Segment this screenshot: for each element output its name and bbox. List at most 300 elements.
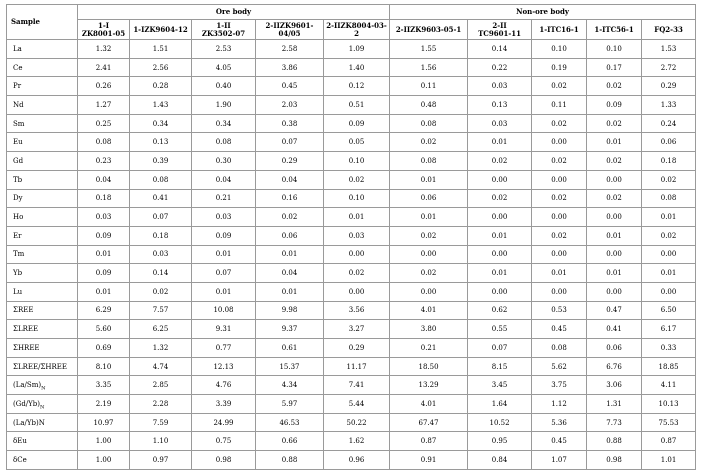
table-cell: 2.53 (192, 40, 256, 59)
table-cell: 0.01 (468, 264, 532, 283)
table-cell: 10.13 (642, 395, 696, 414)
row-label-text: Gd (13, 156, 24, 165)
table-cell: 18.50 (390, 357, 468, 376)
table-cell: 0.29 (256, 152, 324, 171)
table-cell: 7.59 (130, 413, 192, 432)
row-label (7, 357, 78, 376)
table-cell: 0.01 (390, 208, 468, 227)
table-cell: 0.08 (78, 133, 130, 152)
table-row (7, 133, 696, 152)
table-cell: 2.28 (130, 395, 192, 414)
column-header-line: 1-ITC16-1 (539, 24, 579, 34)
table-cell: 0.88 (587, 432, 642, 451)
table-cell: 0.04 (78, 170, 130, 189)
table-cell: 0.53 (532, 301, 587, 320)
table-cell: 0.06 (587, 339, 642, 358)
table-cell: 0.18 (78, 189, 130, 208)
row-label-text: Yb (13, 269, 23, 278)
table-cell: 0.01 (192, 245, 256, 264)
row-label-text: Nd (13, 100, 24, 109)
table-cell: 50.22 (324, 413, 390, 432)
table-cell: 0.62 (468, 301, 532, 320)
table-cell: 5.44 (324, 395, 390, 414)
table-cell: 0.02 (532, 226, 587, 245)
column-header-line: 1-I (97, 20, 110, 30)
table-cell: 0.03 (468, 77, 532, 96)
column-header-line: ZK8001-05 (81, 28, 126, 38)
table-cell: 0.00 (532, 133, 587, 152)
table-row (7, 282, 696, 301)
table-cell: 0.69 (78, 339, 130, 358)
row-label-text: (Gd/Yb) (13, 399, 40, 408)
row-label-text: Pr (13, 82, 22, 91)
table-cell: 0.48 (390, 96, 468, 115)
table-cell: 0.02 (587, 189, 642, 208)
table-cell: 12.13 (192, 357, 256, 376)
row-label (7, 432, 78, 451)
table-cell: 0.02 (532, 189, 587, 208)
table-cell: 0.22 (468, 58, 532, 77)
row-label-text: ΣLREE/ΣHREE (13, 362, 67, 371)
table-cell: 0.09 (192, 226, 256, 245)
table-cell: 0.01 (642, 264, 696, 283)
table-cell: 0.01 (587, 226, 642, 245)
table-cell: 0.08 (390, 114, 468, 133)
row-label (7, 245, 78, 264)
row-label-text: La (13, 44, 22, 53)
table-cell: 1.10 (130, 432, 192, 451)
table-cell: 75.53 (642, 413, 696, 432)
table-cell: 0.14 (130, 264, 192, 283)
row-label-text: ΣLREE (13, 325, 39, 334)
table-cell: 1.01 (642, 451, 696, 470)
row-label-text: Ce (13, 63, 23, 72)
table-cell: 8.15 (468, 357, 532, 376)
table-cell: 0.41 (130, 189, 192, 208)
table-cell: 0.01 (192, 282, 256, 301)
table-row (7, 357, 696, 376)
table-cell: 0.29 (324, 339, 390, 358)
table-cell: 0.25 (78, 114, 130, 133)
table-cell: 0.09 (78, 264, 130, 283)
table-cell: 0.02 (390, 226, 468, 245)
row-label-text: Dy (13, 194, 23, 203)
table-cell: 6.17 (642, 320, 696, 339)
table-cell: 0.87 (390, 432, 468, 451)
table-cell: 0.00 (642, 245, 696, 264)
table-row (7, 96, 696, 115)
table-cell: 0.02 (390, 133, 468, 152)
column-header (324, 20, 390, 40)
table-cell: 0.09 (587, 96, 642, 115)
table-cell: 0.12 (324, 77, 390, 96)
table-cell: 0.87 (642, 432, 696, 451)
table-cell: 0.77 (192, 339, 256, 358)
table-cell: 0.03 (192, 208, 256, 227)
table-cell: 1.51 (130, 40, 192, 59)
table-cell: 6.76 (587, 357, 642, 376)
table-cell: 0.10 (587, 40, 642, 59)
row-label-text: ΣREE (13, 306, 34, 315)
table-cell: 1.40 (324, 58, 390, 77)
table-cell: 0.28 (130, 77, 192, 96)
table-cell: 3.56 (324, 301, 390, 320)
table-cell: 0.02 (324, 264, 390, 283)
table-cell: 0.75 (192, 432, 256, 451)
table-row (7, 376, 696, 395)
table-cell: 0.01 (468, 133, 532, 152)
table-cell: 0.00 (587, 170, 642, 189)
table-cell: 0.88 (256, 451, 324, 470)
table-row (7, 77, 696, 96)
column-header-row (7, 20, 696, 40)
table-cell: 0.18 (130, 226, 192, 245)
column-header-line: FQ2-33 (654, 24, 683, 34)
table-row (7, 114, 696, 133)
table-cell: 0.00 (324, 245, 390, 264)
table-cell: 0.04 (256, 264, 324, 283)
row-label-text: δEu (13, 437, 27, 446)
table-cell: 1.31 (587, 395, 642, 414)
table-cell: 3.27 (324, 320, 390, 339)
column-header-line: 1-II (216, 20, 231, 30)
row-label (7, 282, 78, 301)
table-cell: 4.01 (390, 395, 468, 414)
table-cell: 0.02 (256, 208, 324, 227)
table-cell: 4.01 (390, 301, 468, 320)
table-cell: 0.01 (587, 264, 642, 283)
table-cell: 0.05 (324, 133, 390, 152)
row-label (7, 152, 78, 171)
table-cell: 0.01 (642, 208, 696, 227)
table-cell: 0.95 (468, 432, 532, 451)
table-cell: 0.84 (468, 451, 532, 470)
table-cell: 0.47 (587, 301, 642, 320)
column-header (78, 20, 130, 40)
table-cell: 0.51 (324, 96, 390, 115)
row-label-text: Ho (13, 213, 24, 222)
table-cell: 4.05 (192, 58, 256, 77)
row-label-text: Eu (13, 138, 23, 147)
table-cell: 2.41 (78, 58, 130, 77)
table-cell: 0.11 (532, 96, 587, 115)
table-cell: 0.00 (532, 208, 587, 227)
column-header (468, 20, 532, 40)
table-cell: 0.00 (468, 208, 532, 227)
table-cell: 4.76 (192, 376, 256, 395)
row-label (7, 133, 78, 152)
table-cell: 3.86 (256, 58, 324, 77)
table-cell: 0.00 (468, 170, 532, 189)
table-cell: 0.00 (324, 282, 390, 301)
table-cell: 1.56 (390, 58, 468, 77)
column-header-line: TC9601-11 (478, 28, 521, 38)
column-header-line: ZK3502-07 (201, 28, 246, 38)
table-cell: 3.80 (390, 320, 468, 339)
table-cell: 0.02 (587, 152, 642, 171)
table-cell: 2.58 (256, 40, 324, 59)
table-cell: 0.34 (192, 114, 256, 133)
table-cell: 0.07 (192, 264, 256, 283)
table-cell: 13.29 (390, 376, 468, 395)
table-cell: 0.45 (256, 77, 324, 96)
table-cell: 2.72 (642, 58, 696, 77)
table-cell: 3.39 (192, 395, 256, 414)
column-header (192, 20, 256, 40)
table-cell: 0.02 (468, 152, 532, 171)
table-cell: 46.53 (256, 413, 324, 432)
table-cell: 0.01 (78, 282, 130, 301)
column-header (130, 20, 192, 40)
table-cell: 0.10 (324, 189, 390, 208)
table-row (7, 40, 696, 59)
table-cell: 0.09 (324, 114, 390, 133)
row-label (7, 114, 78, 133)
table-cell: 0.02 (130, 282, 192, 301)
table-cell: 0.08 (192, 133, 256, 152)
ree-data-table-container (6, 4, 695, 470)
table-cell: 0.23 (78, 152, 130, 171)
table-cell: 0.21 (192, 189, 256, 208)
table-row (7, 413, 696, 432)
table-cell: 0.00 (587, 282, 642, 301)
table-cell: 2.56 (130, 58, 192, 77)
table-cell: 0.55 (468, 320, 532, 339)
table-cell: 67.47 (390, 413, 468, 432)
table-cell: 0.01 (468, 226, 532, 245)
row-label (7, 208, 78, 227)
table-cell: 0.03 (130, 245, 192, 264)
row-label (7, 77, 78, 96)
table-cell: 1.90 (192, 96, 256, 115)
table-cell: 0.45 (532, 320, 587, 339)
table-cell: 9.31 (192, 320, 256, 339)
column-header-line: 1-IZK9604-12 (133, 24, 188, 34)
table-cell: 0.01 (256, 245, 324, 264)
table-cell: 5.62 (532, 357, 587, 376)
row-label (7, 395, 78, 414)
table-cell: 1.62 (324, 432, 390, 451)
row-label-text: Lu (13, 287, 23, 296)
table-cell: 1.43 (130, 96, 192, 115)
table-cell: 0.45 (532, 432, 587, 451)
row-label-text: Sm (13, 119, 25, 128)
table-cell: 3.35 (78, 376, 130, 395)
table-cell: 3.45 (468, 376, 532, 395)
table-cell: 0.00 (587, 245, 642, 264)
table-cell: 0.08 (390, 152, 468, 171)
table-cell: 0.98 (587, 451, 642, 470)
table-row (7, 264, 696, 283)
table-cell: 4.74 (130, 357, 192, 376)
table-cell: 0.03 (468, 114, 532, 133)
row-label (7, 170, 78, 189)
sample-header: Sample (7, 5, 78, 40)
table-cell: 0.96 (324, 451, 390, 470)
table-row (7, 320, 696, 339)
table-cell: 1.07 (532, 451, 587, 470)
table-cell: 0.08 (642, 189, 696, 208)
table-cell: 4.34 (256, 376, 324, 395)
table-cell: 0.00 (468, 245, 532, 264)
ree-data-table (6, 4, 696, 470)
row-label (7, 189, 78, 208)
table-cell: 1.53 (642, 40, 696, 59)
row-label-text: Tm (13, 250, 25, 259)
column-header (587, 20, 642, 40)
row-label-subscript: N (40, 404, 45, 411)
table-cell: 0.02 (532, 152, 587, 171)
column-header-line: 2-IIZK9601-04/05 (265, 20, 314, 38)
table-cell: 0.01 (78, 245, 130, 264)
table-cell: 0.00 (532, 170, 587, 189)
table-cell: 0.01 (390, 170, 468, 189)
table-cell: 1.64 (468, 395, 532, 414)
table-cell: 1.55 (390, 40, 468, 59)
table-cell: 0.00 (390, 282, 468, 301)
table-cell: 0.02 (587, 114, 642, 133)
table-cell: 0.08 (130, 170, 192, 189)
table-cell: 0.01 (256, 282, 324, 301)
table-cell: 5.60 (78, 320, 130, 339)
table-cell: 0.01 (587, 133, 642, 152)
row-label (7, 96, 78, 115)
table-cell: 9.98 (256, 301, 324, 320)
table-cell: 2.03 (256, 96, 324, 115)
row-label (7, 376, 78, 395)
row-label (7, 40, 78, 59)
table-cell: 3.06 (587, 376, 642, 395)
table-cell: 6.25 (130, 320, 192, 339)
table-cell: 0.91 (390, 451, 468, 470)
table-cell: 6.29 (78, 301, 130, 320)
row-label-text: Er (13, 231, 22, 240)
table-cell: 0.13 (468, 96, 532, 115)
table-cell: 3.75 (532, 376, 587, 395)
row-label-subscript: N (41, 385, 46, 392)
table-row (7, 189, 696, 208)
column-header-line: 1-ITC56-1 (594, 24, 634, 34)
table-cell: 10.97 (78, 413, 130, 432)
table-cell: 0.07 (468, 339, 532, 358)
column-header (256, 20, 324, 40)
column-header-line: 2-II (492, 20, 507, 30)
ore-body-group-header: Ore body (78, 5, 390, 20)
table-cell: 0.16 (256, 189, 324, 208)
table-cell: 0.02 (390, 264, 468, 283)
table-cell: 0.21 (390, 339, 468, 358)
table-cell: 1.00 (78, 432, 130, 451)
table-cell: 2.85 (130, 376, 192, 395)
table-cell: 9.37 (256, 320, 324, 339)
table-row (7, 58, 696, 77)
row-label (7, 264, 78, 283)
table-cell: 0.29 (642, 77, 696, 96)
table-cell: 18.85 (642, 357, 696, 376)
table-cell: 0.17 (587, 58, 642, 77)
table-cell: 0.03 (78, 208, 130, 227)
row-label (7, 339, 78, 358)
table-cell: 0.41 (587, 320, 642, 339)
table-cell: 1.00 (78, 451, 130, 470)
table-cell: 0.00 (532, 282, 587, 301)
table-cell: 10.52 (468, 413, 532, 432)
table-cell: 0.39 (130, 152, 192, 171)
table-cell: 0.18 (642, 152, 696, 171)
row-label-text: Tb (13, 175, 23, 184)
table-cell: 7.73 (587, 413, 642, 432)
table-cell: 0.02 (532, 114, 587, 133)
non-ore-body-group-header: Non-ore body (390, 5, 696, 20)
row-label (7, 226, 78, 245)
row-label (7, 413, 78, 432)
column-header-line: 2-IIZK9603-05-1 (395, 24, 462, 34)
table-cell: 0.61 (256, 339, 324, 358)
table-row (7, 245, 696, 264)
table-cell: 7.57 (130, 301, 192, 320)
table-cell: 0.97 (130, 451, 192, 470)
table-cell: 0.30 (192, 152, 256, 171)
table-cell: 0.04 (192, 170, 256, 189)
table-cell: 0.11 (390, 77, 468, 96)
table-cell: 7.41 (324, 376, 390, 395)
table-row (7, 432, 696, 451)
table-cell: 0.04 (256, 170, 324, 189)
row-label (7, 451, 78, 470)
table-cell: 0.03 (324, 226, 390, 245)
row-label (7, 58, 78, 77)
table-cell: 0.10 (324, 152, 390, 171)
table-row (7, 226, 696, 245)
table-cell: 0.02 (532, 77, 587, 96)
table-cell: 0.00 (587, 208, 642, 227)
table-cell: 0.07 (256, 133, 324, 152)
row-label (7, 320, 78, 339)
table-cell: 0.01 (324, 208, 390, 227)
table-cell: 0.00 (468, 282, 532, 301)
table-row (7, 301, 696, 320)
table-cell: 0.02 (642, 170, 696, 189)
table-cell: 1.32 (78, 40, 130, 59)
table-cell: 0.02 (324, 170, 390, 189)
table-cell: 1.33 (642, 96, 696, 115)
table-cell: 0.14 (468, 40, 532, 59)
table-cell: 0.02 (587, 77, 642, 96)
table-row (7, 339, 696, 358)
table-cell: 0.98 (192, 451, 256, 470)
table-cell: 0.07 (130, 208, 192, 227)
table-cell: 0.66 (256, 432, 324, 451)
table-body (7, 40, 696, 470)
table-cell: 0.06 (390, 189, 468, 208)
table-cell: 0.40 (192, 77, 256, 96)
table-cell: 0.02 (468, 189, 532, 208)
row-label-text: ΣHREE (13, 343, 40, 352)
table-cell: 1.12 (532, 395, 587, 414)
table-cell: 0.01 (532, 264, 587, 283)
table-cell: 0.33 (642, 339, 696, 358)
table-cell: 0.38 (256, 114, 324, 133)
table-cell: 0.00 (532, 245, 587, 264)
table-cell: 10.08 (192, 301, 256, 320)
table-cell: 1.09 (324, 40, 390, 59)
table-cell: 11.17 (324, 357, 390, 376)
column-header (642, 20, 696, 40)
table-cell: 0.06 (642, 133, 696, 152)
row-label-text: (La/Yb)N (13, 418, 45, 427)
table-cell: 5.97 (256, 395, 324, 414)
table-row (7, 152, 696, 171)
